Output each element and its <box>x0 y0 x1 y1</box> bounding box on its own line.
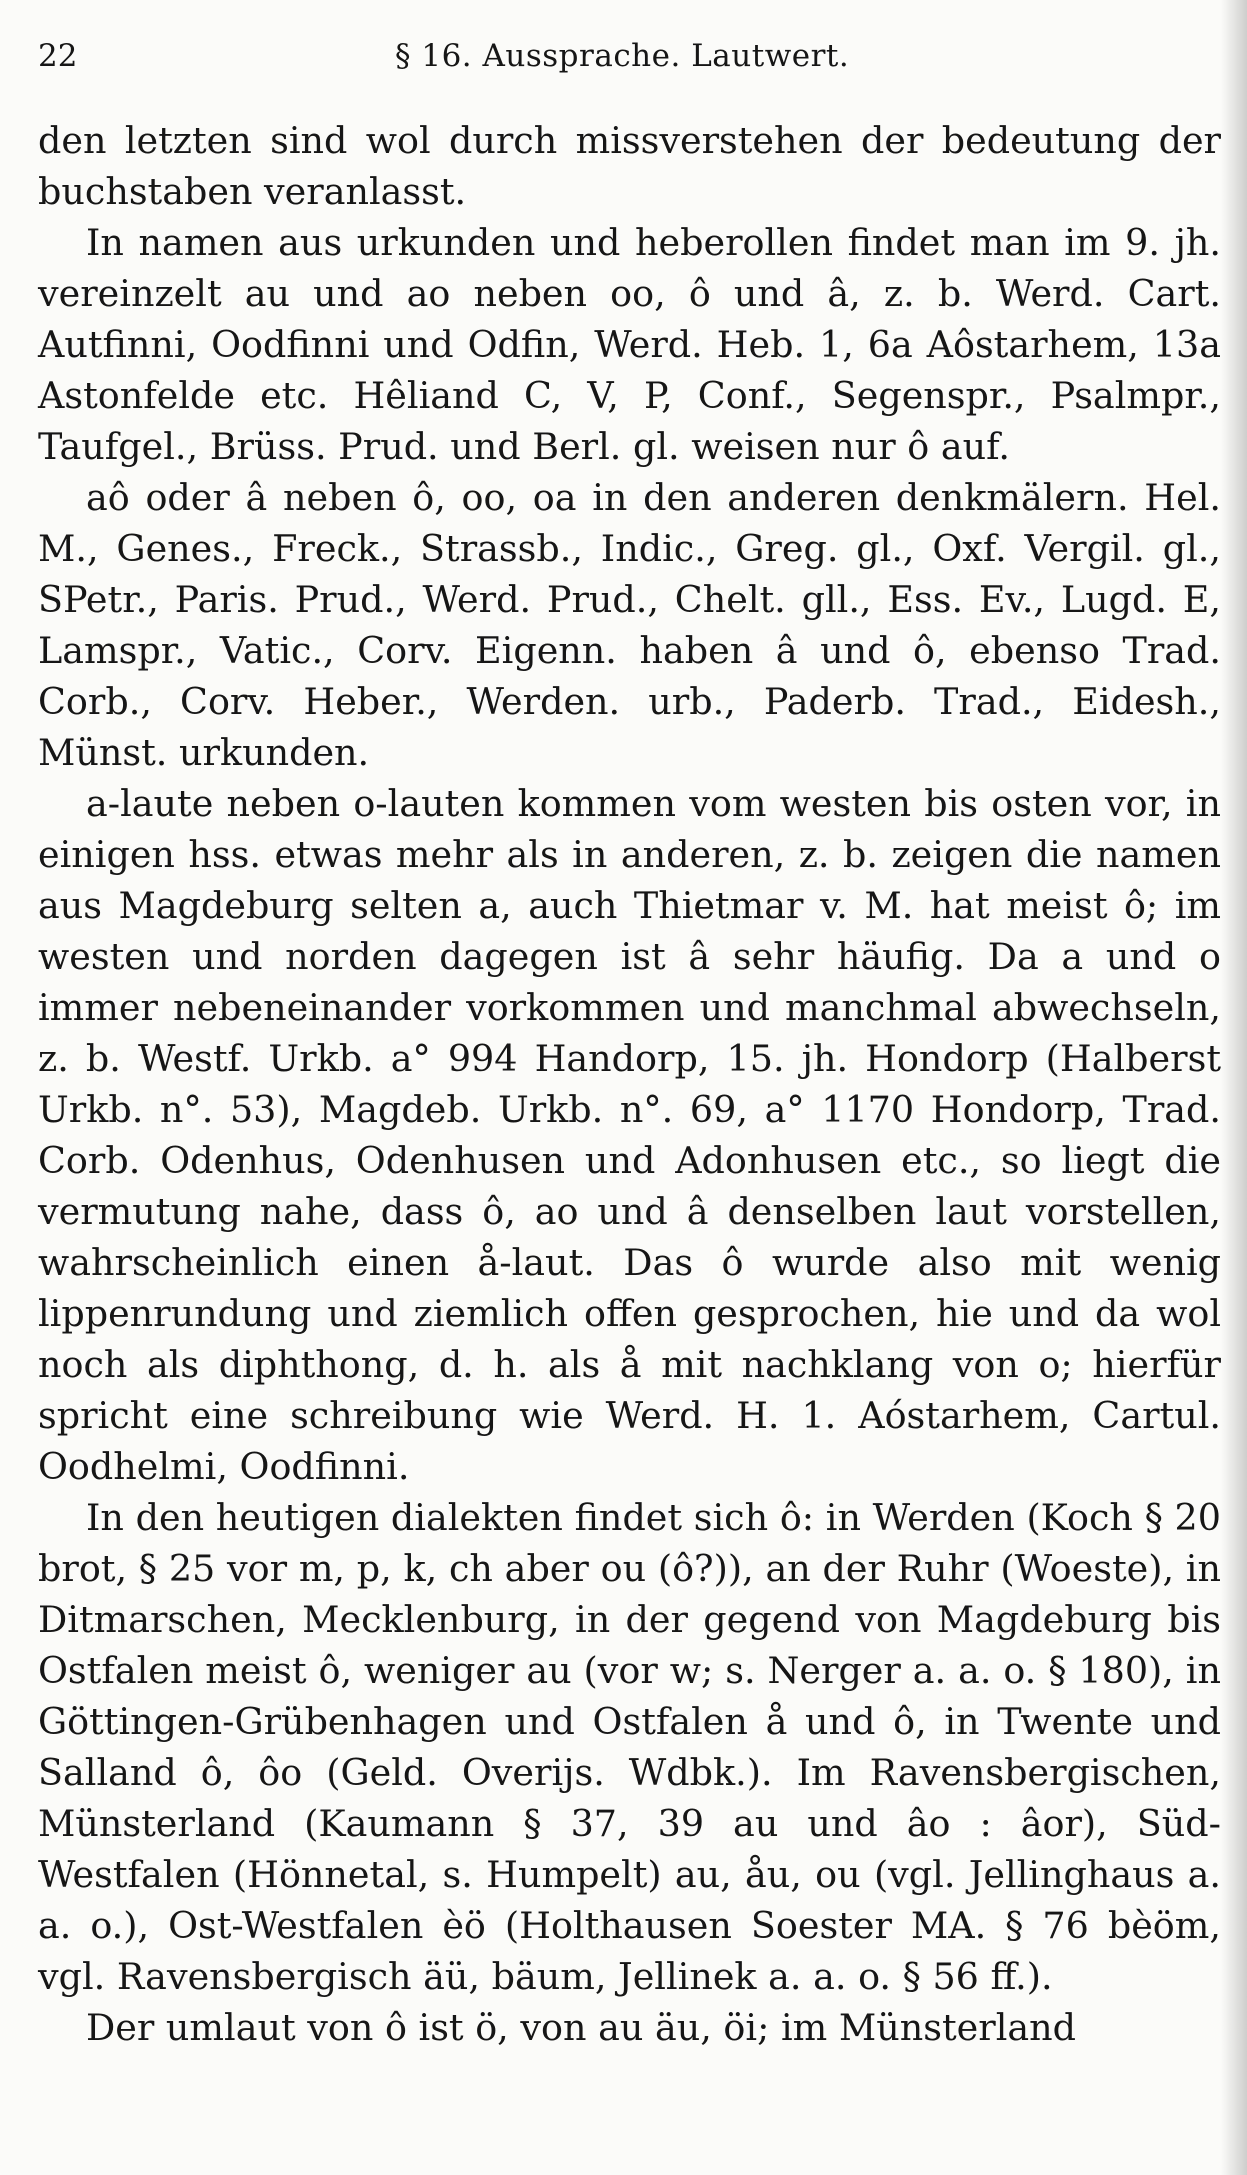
page-edge-shadow <box>1221 0 1247 2175</box>
body-text <box>38 115 1221 2053</box>
page-number: 22 <box>38 38 78 74</box>
page-header <box>38 32 1209 80</box>
paragraph: aô oder â neben ô, oo, oa in den anderen denkmälern. Hel. M., Genes., Freck., Strassb., Indic., Greg. gl., Oxf. Vergil. gl., SPetr., Paris. Prud., Werd. Prud., Chelt. gll., Ess. Ev., Lugd. E, Lamspr., Vatic., Corv. Eigenn. haben â und ô, ebenso Trad. Corb., Corv. Heber., Werden. urb., Paderb. Trad., Eidesh., Münst. urkunden. <box>38 476 1221 774</box>
paragraph: Der umlaut von ô ist ö, von au äu, öi; im Münsterland <box>86 2006 1077 2049</box>
running-head: § 16. Aussprache. Lautwert. <box>395 38 850 74</box>
paragraph: In den heutigen dialekten findet sich ô: in Werden (Koch § 20 brot, § 25 vor m, p, k, ch aber ou (ô?)), an der Ruhr (Woeste), in Ditmarschen, Mecklenburg, in der gegend von Magdeburg bis Ostfalen meist ô, weniger au (vor w; s. Nerger a. a. o. § 180), in Göttingen-Grübenhagen und Ostfalen å und ô, in Twente und Salland ô, ôo (Geld. Overijs. Wdbk.). Im Ravensbergischen, Münsterland (Kaumann § 37, 39 au und âo : âor), Süd-Westfalen (Hönnetal, s. Humpelt) au, åu, ou (vgl. Jellinghaus a. a. o.), Ost-Westfalen èö (Holthausen Soester MA. § 76 bèöm, vgl. Ravensbergisch äü, bäum, Jellinek a. a. o. § 56 ff.). <box>38 1496 1221 1998</box>
paragraph: a-laute neben o-lauten kommen vom westen bis osten vor, in einigen hss. etwas mehr als in anderen, z. b. zeigen die namen aus Magdeburg selten a, auch Thietmar v. M. hat meist ô; im westen und norden dagegen ist â sehr häufig. Da a und o immer nebeneinander vorkommen und manchmal abwechseln, z. b. Westf. Urkb. a° 994 Handorp, 15. jh. Hondorp (Halberst Urkb. n°. 53), Magdeb. Urkb. n°. 69, a° 1170 Hondorp, Trad. Corb. Odenhus, Odenhusen und Adonhusen etc., so liegt die vermutung nahe, dass ô, ao und â denselben laut vorstellen, wahrscheinlich einen å-laut. Das ô wurde also mit wenig lippenrundung und ziemlich offen gesprochen, hie und da wol noch als diphthong, d. h. als å mit nachklang von o; hierfür spricht eine schreibung wie Werd. H. 1. Aóstarhem, Cartul. Oodhelmi, Oodfinni. <box>38 782 1221 1488</box>
paragraph: In namen aus urkunden und heberollen findet man im 9. jh. vereinzelt au und ao neben oo, ô und â, z. b. Werd. Cart. Autfinni, Oodfinni und Odfin, Werd. Heb. 1, 6a Aôstarhem, 13a Astonfelde etc. Hêliand C, V, P, Conf., Segenspr., Psalmpr., Taufgel., Brüss. Prud. und Berl. gl. weisen nur ô auf. <box>38 221 1221 468</box>
paragraph: den letzten sind wol durch missverstehen der bedeutung der buchstaben veranlasst. <box>38 119 1221 213</box>
